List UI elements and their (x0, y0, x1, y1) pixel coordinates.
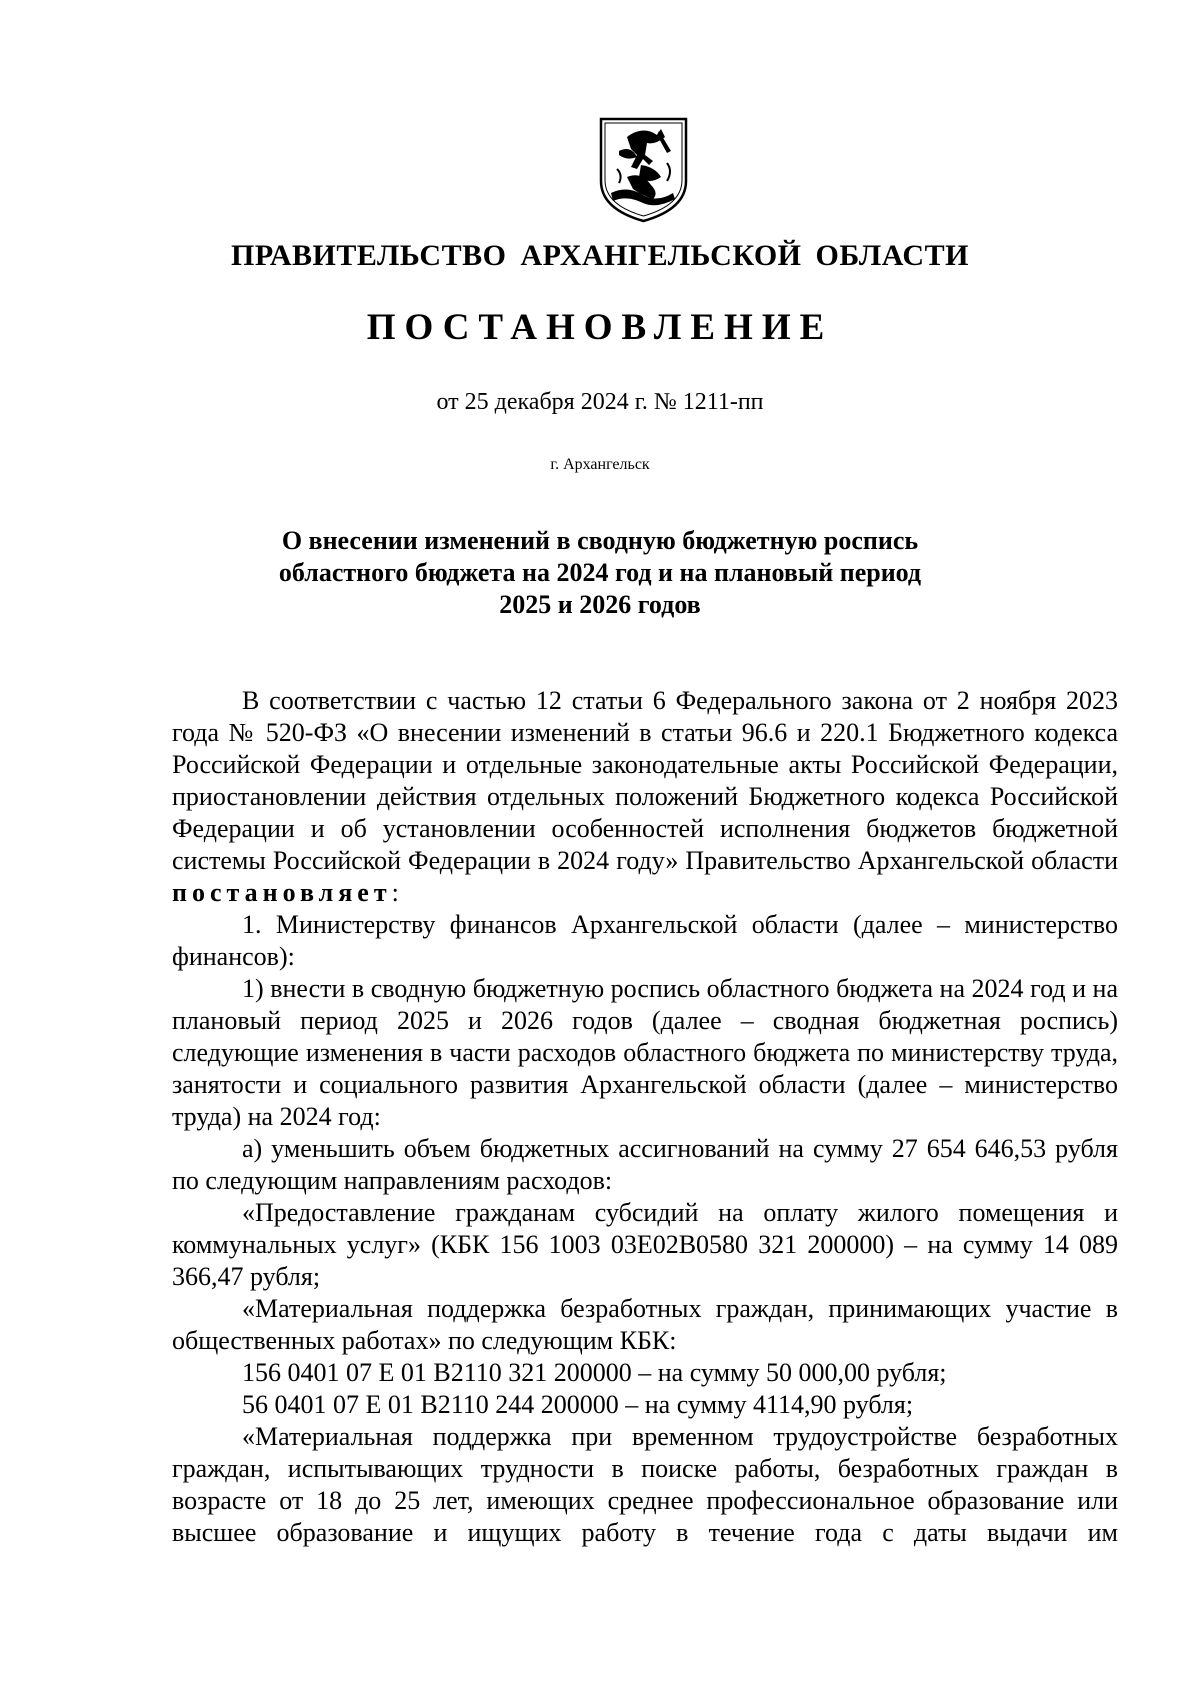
government-title: ПРАВИТЕЛЬСТВО АРХАНГЕЛЬСКОЙ ОБЛАСТИ (231, 239, 969, 272)
temp-employment-paragraph: «Материальная поддержка при временном трудоустройстве безработных граждан, испытывающих трудности в поиске работы, безработных граждан в возрасте от 18 до 25 лет, имеющих среднее профессиональное образование или высшее образование и ищущих работу в течение года с даты выдачи им (172, 1422, 1118, 1547)
subject-line: О внесении изменений в сводную бюджетную роспись (281, 526, 919, 555)
document-date-number: от 25 декабря 2024 г. № 1211-пп (436, 389, 764, 415)
document-city: г. Архангельск (550, 456, 650, 473)
document-subject (0, 525, 1200, 621)
document-body (172, 685, 1118, 1549)
item-1-paragraph: 1. Министерству финансов Архангельской области (далее – министерство финансов): (172, 910, 1118, 971)
preamble-text: В соответствии с частью 12 статьи 6 Федерального закона от 2 ноября 2023 года № 520-ФЗ «О внесении изменений в статьи 96.6 и 220.1 Бюджетного кодекса Российской Федерации и отдельные законодательные акты Российской Федерации, приостановлении действия отдельных положений Бюджетного кодекса Российской Федерации и об установлении особенностей исполнения бюджетов бюджетной системы Российской Федерации в 2024 году» Правительство Архангельской области (172, 686, 1118, 875)
kbk-line: 156 0401 07 Е 01 В2110 321 200000 – на сумму 50 000,00 рубля; (242, 1358, 947, 1387)
item-a-paragraph: а) уменьшить объем бюджетных ассигнований на сумму 27 654 646,53 рубля по следующим направлениям расходов: (172, 1134, 1118, 1195)
material-support-paragraph: «Материальная поддержка безработных граждан, принимающих участие в общественных работах» по следующим КБК: (172, 1294, 1118, 1355)
kbk-line: 56 0401 07 Е 01 В2110 244 200000 – на сумму 4114,90 рубля; (242, 1390, 914, 1419)
resolves-word: постановляет (172, 878, 392, 907)
subsidies-paragraph: «Предоставление гражданам субсидий на оплату жилого помещения и коммунальных услуг» (КБК 156 1003 03Е02В0580 321 200000) – на сумму 14 089 366,47 рубля; (172, 1198, 1118, 1291)
subject-line: областного бюджета на 2024 год и на плановый период (278, 558, 922, 587)
resolves-colon: : (391, 878, 399, 907)
coat-of-arms-icon (597, 115, 690, 223)
preamble-paragraph (172, 685, 1118, 909)
subject-line: 2025 и 2026 годов (499, 590, 701, 619)
document-type: ПОСТАНОВЛЕНИЕ (366, 307, 834, 348)
item-1-1-paragraph: 1) внести в сводную бюджетную роспись областного бюджета на 2024 год и на плановый период 2025 и 2026 годов (далее – сводная бюджетная роспись) следующие изменения в части расходов областного бюджета по министерству труда, занятости и социального развития Архангельской области (далее – министерство труда) на 2024 год: (172, 974, 1118, 1131)
